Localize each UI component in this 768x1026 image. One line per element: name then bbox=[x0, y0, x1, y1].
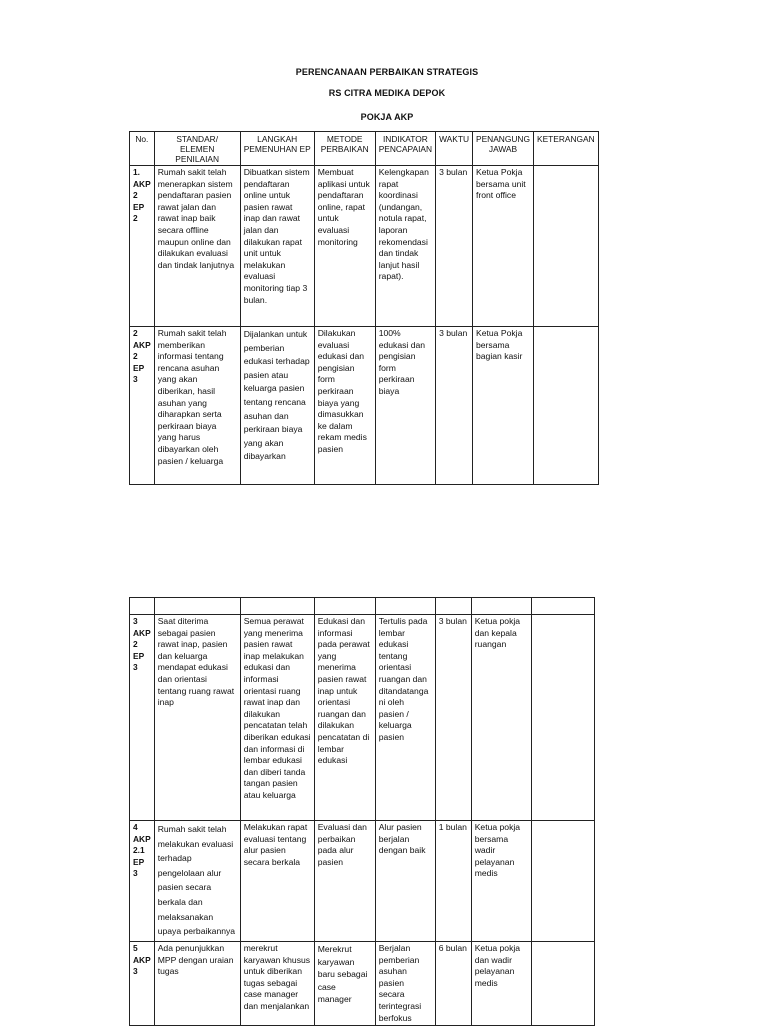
cell-waktu: 1 bulan bbox=[435, 821, 471, 942]
cell-indikator: Kelengkapan rapat koordinasi (undangan, notula rapat, laporan rekomendasi dan tindak lanjut hasil rapat). bbox=[375, 166, 435, 327]
cell-standar: Rumah sakit telah memberikan informasi tentang rencana asuhan yang akan diberikan, hasil asuhan yang diharapkan serta perkiraan biaya yang harus dibayarkan oleh pasien / keluarga bbox=[154, 327, 240, 485]
header-standar: STANDAR/ ELEMEN PENILAIAN bbox=[154, 132, 240, 166]
cell-indikator: Alur pasien berjalan dengan baik bbox=[375, 821, 435, 942]
plan-table-page1 bbox=[129, 131, 599, 485]
cell-no: 2 AKP 2 EP 3 bbox=[130, 327, 155, 485]
cell-no: 3 AKP 2 EP 3 bbox=[130, 615, 155, 821]
cell-no: 1. AKP 2 EP 2 bbox=[130, 166, 155, 327]
table-row bbox=[130, 166, 599, 327]
cell-standar: Saat diterima sebagai pasien rawat inap, pasien dan keluarga mendapat edukasi dan orientasi tentang ruang rawat inap bbox=[154, 615, 240, 821]
table-row bbox=[130, 615, 595, 821]
table-blank-row bbox=[130, 598, 595, 615]
cell-keterangan bbox=[531, 942, 594, 1026]
cell-metode: Membuat aplikasi untuk pendaftaran online, rapat untuk evaluasi monitoring bbox=[314, 166, 375, 327]
cell-waktu: 3 bulan bbox=[436, 327, 473, 485]
cell-indikator: 100% edukasi dan pengisian form perkiraan biaya bbox=[375, 327, 435, 485]
cell-penanggung-jawab: Ketua pokja bersama wadir pelayanan medis bbox=[471, 821, 531, 942]
table-row bbox=[130, 942, 595, 1026]
cell-keterangan bbox=[533, 327, 598, 485]
hospital-name: RS CITRA MEDIKA DEPOK bbox=[328, 88, 446, 98]
cell-standar: Rumah sakit telah melakukan evaluasi terhadap pengelolaan alur pasien secara berkala dan melaksanakan upaya perbaikannya bbox=[154, 821, 240, 942]
header-no: No. bbox=[130, 132, 155, 166]
cell-standar: Rumah sakit telah menerapkan sistem pendaftaran pasien rawat jalan dan rawat inap baik secara offline maupun online dan dilakukan evaluasi dan tindak lanjutnya bbox=[154, 166, 240, 327]
table-row bbox=[130, 821, 595, 942]
plan-table-page2 bbox=[129, 597, 595, 1026]
document-title: PERENCANAAN PERBAIKAN STRATEGIS bbox=[295, 67, 479, 77]
cell-metode: Dilakukan evaluasi edukasi dan pengisian form perkiraan biaya yang dimasukkan ke dalam rekam medis pasien bbox=[314, 327, 375, 485]
cell-keterangan bbox=[531, 821, 594, 942]
cell-no: 5 AKP 3 bbox=[130, 942, 155, 1026]
cell-waktu: 3 bulan bbox=[435, 615, 471, 821]
cell-langkah: Dibuatkan sistem pendaftaran online untuk pasien rawat inap dan rawat jalan dan dilakukan rapat unit untuk melakukan evaluasi monitoring tiap 3 bulan. bbox=[240, 166, 314, 327]
table-row bbox=[130, 327, 599, 485]
cell-keterangan bbox=[533, 166, 598, 327]
cell-standar: Ada penunjukkan MPP dengan uraian tugas bbox=[154, 942, 240, 1026]
header-metode: METODE PERBAIKAN bbox=[314, 132, 375, 166]
pokja-name: POKJA AKP bbox=[360, 112, 414, 122]
cell-waktu: 3 bulan bbox=[436, 166, 473, 327]
cell-waktu: 6 bulan bbox=[435, 942, 471, 1026]
cell-penanggung-jawab: Ketua Pokja bersama unit front office bbox=[473, 166, 534, 327]
cell-indikator: Berjalan pemberian asuhan pasien secara terintegrasi berfokus bbox=[375, 942, 435, 1026]
header-langkah: LANGKAH PEMENUHAN EP bbox=[240, 132, 314, 166]
cell-langkah: Semua perawat yang menerima pasien rawat inap melakukan edukasi dan informasi orientasi ruang rawat inap dan dilakukan pencatatan telah diberikan edukasi dan informasi di lembar edukasi dan diberi tanda tangan pasien atau keluarga bbox=[240, 615, 314, 821]
cell-indikator: Tertulis pada lembar edukasi tentang orientasi ruangan dan ditandatanga ni oleh pasien / keluarga pasien bbox=[375, 615, 435, 821]
header-waktu: WAKTU bbox=[436, 132, 473, 166]
cell-langkah: Melakukan rapat evaluasi tentang alur pasien secara berkala bbox=[240, 821, 314, 942]
cell-no: 4 AKP 2.1 EP 3 bbox=[130, 821, 155, 942]
cell-metode: Evaluasi dan perbaikan pada alur pasien bbox=[314, 821, 375, 942]
table-header-row bbox=[130, 132, 599, 166]
cell-keterangan bbox=[531, 615, 594, 821]
cell-penanggung-jawab: Ketua Pokja bersama bagian kasir bbox=[473, 327, 534, 485]
cell-penanggung-jawab: Ketua pokja dan wadir pelayanan medis bbox=[471, 942, 531, 1026]
header-penanggung-jawab: PENANGUNG JAWAB bbox=[473, 132, 534, 166]
cell-penanggung-jawab: Ketua pokja dan kepala ruangan bbox=[471, 615, 531, 821]
cell-langkah: Dijalankan untuk pemberian edukasi terhadap pasien atau keluarga pasien tentang rencana asuhan dan perkiraan biaya yang akan dibayarkan bbox=[240, 327, 314, 485]
cell-metode: Edukasi dan informasi pada perawat yang menerima pasien rawat inap untuk orientasi ruangan dan dilakukan pencatatan di lembar edukasi bbox=[314, 615, 375, 821]
cell-metode: Merekrut karyawan baru sebagai case manager bbox=[314, 942, 375, 1026]
cell-langkah: merekrut karyawan khusus untuk diberikan tugas sebagai case manager dan menjalankan bbox=[240, 942, 314, 1026]
header-keterangan: KETERANGAN bbox=[533, 132, 598, 166]
header-indikator: INDIKATOR PENCAPAIAN bbox=[375, 132, 435, 166]
